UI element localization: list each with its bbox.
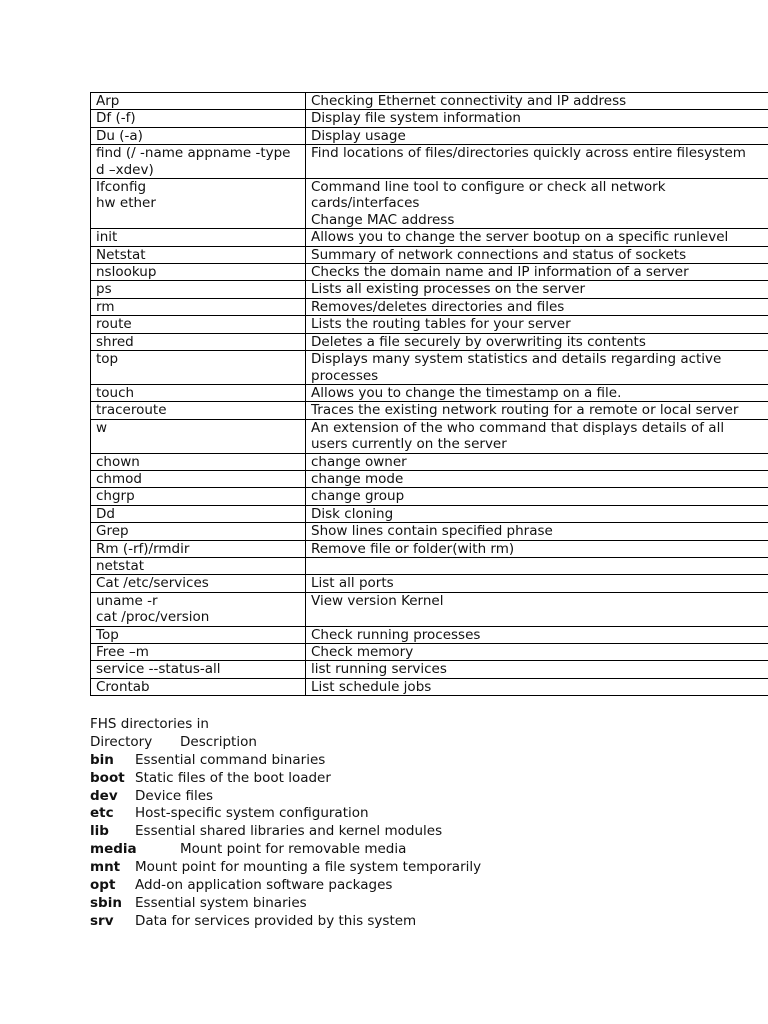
description-cell [306, 557, 768, 574]
fhs-item [90, 770, 481, 788]
fhs-item [90, 859, 481, 877]
command-cell: Free –m [91, 644, 306, 661]
command-cell: chown [91, 453, 306, 470]
command-cell: Grep [91, 523, 306, 540]
table-row [91, 384, 768, 401]
table-row [91, 419, 768, 453]
description-cell: An extension of the who command that displays details of all users currently on the server [306, 419, 768, 453]
fhs-item [90, 841, 481, 859]
command-cell: init [91, 229, 306, 246]
description-cell: change group [306, 488, 768, 505]
command-cell: Dd [91, 505, 306, 522]
command-cell: Arp [91, 93, 306, 110]
fhs-item-name: media [90, 841, 137, 858]
fhs-item-description: Add-on application software packages [135, 877, 393, 894]
description-cell: Traces the existing network routing for a remote or local server [306, 402, 768, 419]
table-row [91, 229, 768, 246]
fhs-item [90, 877, 481, 895]
fhs-header-directory: Directory [90, 733, 153, 750]
fhs-item [90, 913, 481, 931]
table-row [91, 246, 768, 263]
command-cell: Ifconfig hw ether [91, 179, 306, 229]
table-row [91, 316, 768, 333]
fhs-item-name: mnt [90, 859, 121, 876]
description-cell: Displays many system statistics and details regarding active processes [306, 351, 768, 385]
command-cell: Du (-a) [91, 127, 306, 144]
fhs-item-name: opt [90, 877, 116, 894]
description-cell: List all ports [306, 575, 768, 592]
command-cell: ps [91, 281, 306, 298]
command-cell: uname -r cat /proc/version [91, 592, 306, 626]
table-row [91, 678, 768, 695]
table-row [91, 488, 768, 505]
description-cell: View version Kernel [306, 592, 768, 626]
table-row [91, 661, 768, 678]
description-cell: Command line tool to configure or check all network cards/interfaces Change MAC address [306, 179, 768, 229]
fhs-item-description: Mount point for removable media [180, 841, 407, 858]
description-cell: Show lines contain specified phrase [306, 523, 768, 540]
fhs-item-description: Essential shared libraries and kernel modules [135, 823, 443, 840]
fhs-item [90, 805, 481, 823]
command-cell: w [91, 419, 306, 453]
table-row [91, 592, 768, 626]
fhs-item-name: sbin [90, 894, 122, 911]
description-cell: Display file system information [306, 110, 768, 127]
command-cell: rm [91, 298, 306, 315]
command-cell: netstat [91, 557, 306, 574]
table-row [91, 453, 768, 470]
command-cell: find (/ -name appname -type d –xdev) [91, 145, 306, 179]
description-cell: Allows you to change the timestamp on a file. [306, 384, 768, 401]
fhs-item [90, 752, 481, 770]
command-cell: top [91, 351, 306, 385]
fhs-item-description: Static files of the boot loader [135, 769, 331, 786]
description-cell: Display usage [306, 127, 768, 144]
fhs-item [90, 895, 481, 913]
description-cell: Disk cloning [306, 505, 768, 522]
fhs-item-name: srv [90, 912, 114, 929]
fhs-item-name: etc [90, 805, 114, 822]
command-cell: chgrp [91, 488, 306, 505]
table-row [91, 264, 768, 281]
fhs-header [90, 734, 481, 752]
description-cell: Checking Ethernet connectivity and IP address [306, 93, 768, 110]
fhs-item [90, 823, 481, 841]
commands-table-body [91, 93, 768, 696]
description-cell: Check running processes [306, 626, 768, 643]
table-row [91, 523, 768, 540]
fhs-item-name: lib [90, 823, 109, 840]
table-row [91, 127, 768, 144]
table-row [91, 644, 768, 661]
description-cell: change owner [306, 453, 768, 470]
fhs-item-description: Data for services provided by this system [135, 912, 417, 929]
fhs-item-name: boot [90, 769, 125, 786]
description-cell: Lists the routing tables for your server [306, 316, 768, 333]
description-cell: list running services [306, 661, 768, 678]
command-cell: Cat /etc/services [91, 575, 306, 592]
table-row [91, 402, 768, 419]
table-row [91, 575, 768, 592]
table-row [91, 281, 768, 298]
description-cell: Allows you to change the server bootup on a specific runlevel [306, 229, 768, 246]
table-row [91, 110, 768, 127]
fhs-item-name: dev [90, 787, 118, 804]
table-row [91, 540, 768, 557]
fhs-section [90, 716, 481, 931]
description-cell: Remove file or folder(with rm) [306, 540, 768, 557]
description-cell: Deletes a file securely by overwriting its contents [306, 333, 768, 350]
table-row [91, 505, 768, 522]
table-row [91, 179, 768, 229]
description-cell: Lists all existing processes on the server [306, 281, 768, 298]
table-row [91, 626, 768, 643]
command-cell: chmod [91, 470, 306, 487]
table-row [91, 145, 768, 179]
fhs-item-description: Device files [135, 787, 214, 804]
commands-table [90, 92, 768, 696]
table-row [91, 557, 768, 574]
command-cell: traceroute [91, 402, 306, 419]
command-cell: nslookup [91, 264, 306, 281]
fhs-title: FHS directories in [90, 716, 209, 732]
description-cell: Find locations of files/directories quickly across entire filesystem [306, 145, 768, 179]
fhs-header-description: Description [180, 733, 257, 750]
command-cell: touch [91, 384, 306, 401]
fhs-item-description: Host-specific system configuration [135, 805, 369, 822]
table-row [91, 470, 768, 487]
fhs-item [90, 788, 481, 806]
table-row [91, 93, 768, 110]
description-cell: Summary of network connections and status of sockets [306, 246, 768, 263]
fhs-item-description: Essential system binaries [135, 894, 307, 911]
table-row [91, 333, 768, 350]
fhs-item-name: bin [90, 751, 114, 768]
command-cell: Netstat [91, 246, 306, 263]
command-cell: service --status-all [91, 661, 306, 678]
fhs-item-description: Essential command binaries [135, 751, 326, 768]
table-row [91, 298, 768, 315]
command-cell: shred [91, 333, 306, 350]
command-cell: Df (-f) [91, 110, 306, 127]
command-cell: Crontab [91, 678, 306, 695]
fhs-list [90, 752, 481, 931]
command-cell: Rm (-rf)/rmdir [91, 540, 306, 557]
table-row [91, 351, 768, 385]
description-cell: List schedule jobs [306, 678, 768, 695]
description-cell: Check memory [306, 644, 768, 661]
fhs-item-description: Mount point for mounting a file system temporarily [135, 859, 482, 876]
description-cell: change mode [306, 470, 768, 487]
command-cell: Top [91, 626, 306, 643]
description-cell: Removes/deletes directories and files [306, 298, 768, 315]
command-cell: route [91, 316, 306, 333]
description-cell: Checks the domain name and IP information of a server [306, 264, 768, 281]
